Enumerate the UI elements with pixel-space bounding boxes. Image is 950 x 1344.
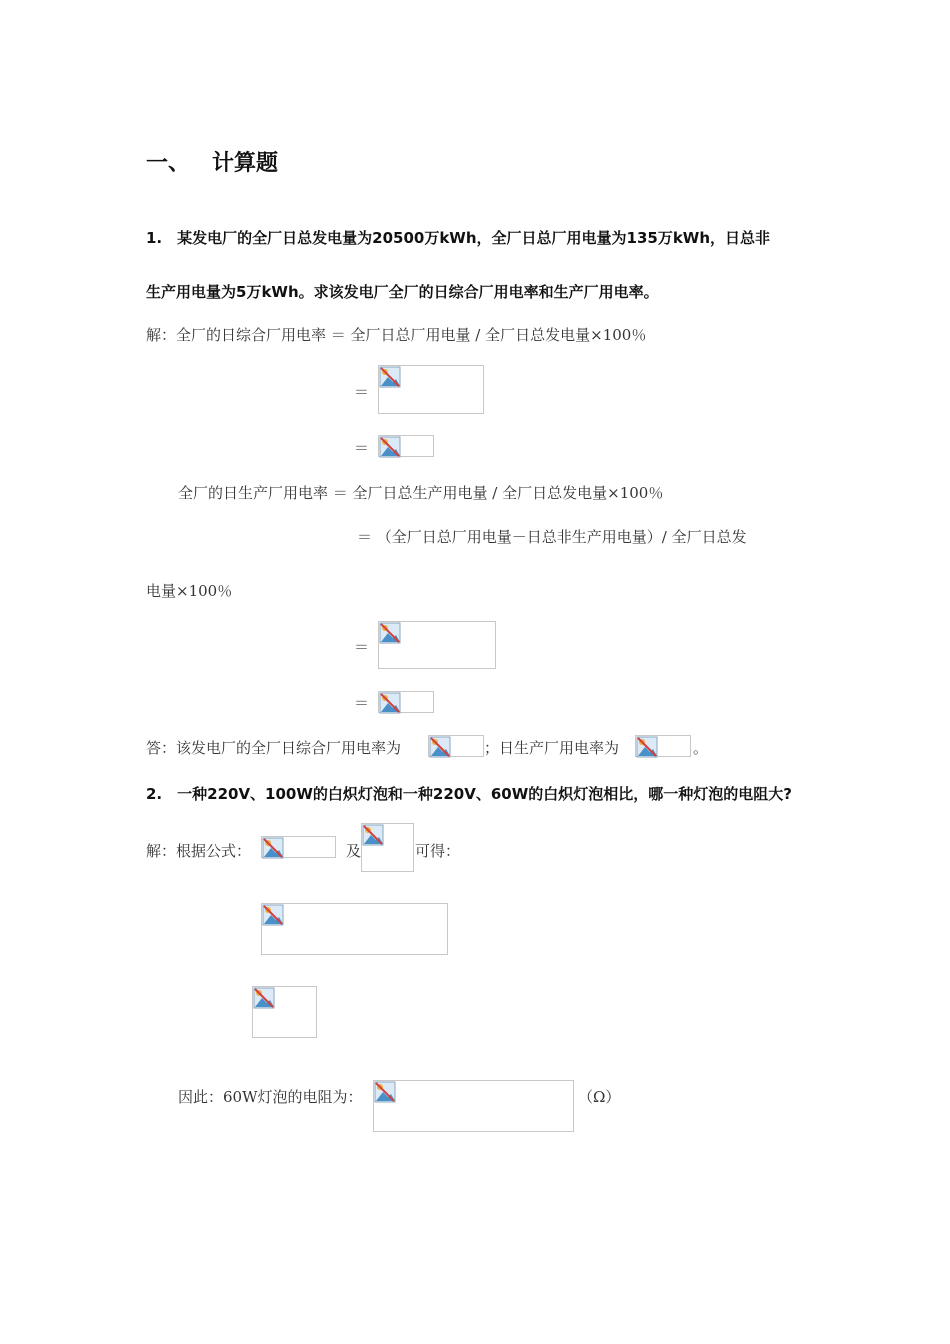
broken-image-icon [379, 622, 401, 644]
broken-image-icon [253, 987, 275, 1009]
broken-image-icon [429, 736, 451, 758]
question-1-line-2: 生产用电量为5万kWh。求该发电厂全厂的日综合厂用电率和生产厂用电率。 [146, 283, 659, 301]
answer-1-text-a: 答：该发电厂的全厂日综合厂用电率为 [146, 739, 402, 757]
broken-image-icon [379, 436, 401, 458]
question-2-line-1: 2. 一种220V、100W的白炽灯泡和一种220V、60W的白炽灯泡相比，哪一种灯泡的电阻大? [146, 785, 792, 803]
broken-image-icon [262, 837, 284, 859]
broken-image-icon [362, 824, 384, 846]
equals-sign: ＝ [354, 638, 370, 656]
conclusion-text: 因此：60W灯泡的电阻为： [178, 1088, 363, 1106]
broken-image-icon [379, 366, 401, 388]
answer-1-text-c: 。 [693, 739, 709, 757]
equals-sign: ＝ [354, 439, 370, 457]
broken-image-icon [374, 1081, 396, 1103]
solution-2-text-a: 解：根据公式： [146, 842, 252, 860]
section-number: 一、 [146, 151, 191, 176]
formula-image [635, 735, 691, 757]
solution-1-line-3: ＝ （全厂日总厂用电量－日总非生产用电量）/ 全厂日总发 [357, 528, 747, 546]
formula-image [378, 365, 484, 414]
solution-2-text-c: 可得： [415, 842, 461, 860]
solution-1-line-4: 电量×100％ [146, 582, 233, 600]
formula-image [261, 836, 336, 858]
broken-image-icon [636, 736, 658, 758]
formula-image [378, 691, 434, 713]
formula-image [252, 986, 317, 1038]
formula-image [361, 823, 414, 872]
unit-ohm: （Ω） [578, 1088, 621, 1106]
equals-sign: ＝ [354, 383, 370, 401]
solution-1-line-2: 全厂的日生产厂用电率 ＝ 全厂日总生产用电量 / 全厂日总发电量×100％ [178, 484, 664, 502]
equals-sign: ＝ [354, 694, 370, 712]
section-title: 计算题 [212, 151, 279, 176]
formula-image [428, 735, 484, 757]
answer-1-text-b: ；日生产厂用电率为 [484, 739, 620, 757]
formula-image [261, 903, 448, 955]
formula-image [378, 621, 496, 669]
broken-image-icon [379, 692, 401, 714]
formula-image [373, 1080, 574, 1132]
solution-1-line-1: 解：全厂的日综合厂用电率 ＝ 全厂日总厂用电量 / 全厂日总发电量×100％ [146, 326, 647, 344]
broken-image-icon [262, 904, 284, 926]
formula-image [378, 435, 434, 457]
question-1-line-1: 1. 某发电厂的全厂日总发电量为20500万kWh，全厂日总厂用电量为135万kWh，日总非 [146, 229, 771, 247]
solution-2-text-b: 及 [346, 842, 362, 860]
